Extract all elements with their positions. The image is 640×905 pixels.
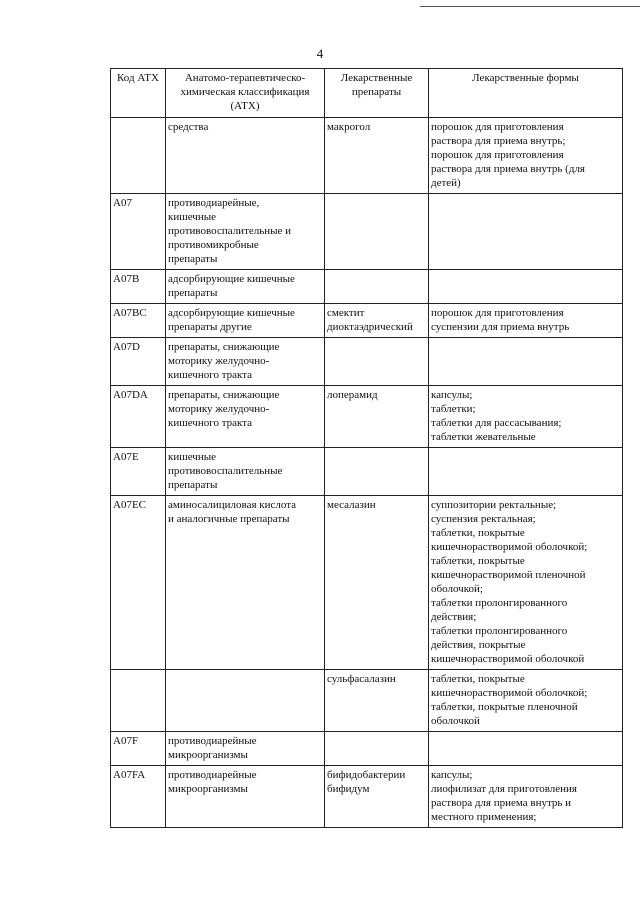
cell-forms xyxy=(429,194,623,270)
table-header-row xyxy=(111,69,623,118)
cell-code xyxy=(111,670,166,732)
cell-classification: противодиарейные микроорганизмы xyxy=(166,766,325,828)
cell-forms: порошок для приготовления раствора для приема внутрь; порошок для приготовления раствора для приема внутрь (для детей) xyxy=(429,118,623,194)
cell-forms: таблетки, покрытые кишечнорастворимой оболочкой; таблетки, покрытые пленочной оболочкой xyxy=(429,670,623,732)
cell-forms: суппозитории ректальные; суспензия ректальная; таблетки, покрытые кишечнорастворимой оболочкой; таблетки, покрытые кишечнорастворимой пленочной оболочкой; таблетки пролонгированного действия; таблетки пролонгированного действия, покрытые кишечнорастворимой оболочкой xyxy=(429,496,623,670)
cell-classification: средства xyxy=(166,118,325,194)
cell-code: A07F xyxy=(111,732,166,766)
cell-drug xyxy=(325,270,429,304)
cell-forms xyxy=(429,338,623,386)
header-dosage-forms: Лекарственные формы xyxy=(429,69,623,118)
header-drugs: Лекарственные препараты xyxy=(325,69,429,118)
cell-code: A07EC xyxy=(111,496,166,670)
cell-classification: препараты, снижающие моторику желудочно- кишечного тракта xyxy=(166,386,325,448)
cell-drug: лоперамид xyxy=(325,386,429,448)
cell-forms xyxy=(429,270,623,304)
cell-classification xyxy=(166,670,325,732)
cell-drug xyxy=(325,338,429,386)
header-atc-classification: Анатомо-терапевтическо- химическая классификация (АТХ) xyxy=(166,69,325,118)
cell-forms xyxy=(429,448,623,496)
cell-classification: противодиарейные микроорганизмы xyxy=(166,732,325,766)
header-rule xyxy=(420,6,640,7)
table-row xyxy=(111,732,623,766)
cell-drug: сульфасалазин xyxy=(325,670,429,732)
atc-table xyxy=(110,68,623,828)
cell-drug xyxy=(325,194,429,270)
cell-code: A07B xyxy=(111,270,166,304)
table-row xyxy=(111,496,623,670)
header-atc-code: Код АТХ xyxy=(111,69,166,118)
cell-code xyxy=(111,118,166,194)
cell-forms: порошок для приготовления суспензии для приема внутрь xyxy=(429,304,623,338)
cell-forms: капсулы; таблетки; таблетки для рассасывания; таблетки жевательные xyxy=(429,386,623,448)
cell-classification: аминосалициловая кислота и аналогичные препараты xyxy=(166,496,325,670)
cell-code: A07DA xyxy=(111,386,166,448)
table-row xyxy=(111,194,623,270)
page-number: 4 xyxy=(316,46,324,61)
table-row xyxy=(111,766,623,828)
table-row xyxy=(111,270,623,304)
cell-drug xyxy=(325,732,429,766)
cell-drug xyxy=(325,448,429,496)
table-row xyxy=(111,118,623,194)
cell-code: A07FA xyxy=(111,766,166,828)
cell-classification: препараты, снижающие моторику желудочно- кишечного тракта xyxy=(166,338,325,386)
table-row xyxy=(111,338,623,386)
table-row xyxy=(111,304,623,338)
cell-classification: адсорбирующие кишечные препараты xyxy=(166,270,325,304)
cell-code: A07D xyxy=(111,338,166,386)
table-row xyxy=(111,386,623,448)
cell-forms: капсулы; лиофилизат для приготовления раствора для приема внутрь и местного применения; xyxy=(429,766,623,828)
cell-code: A07E xyxy=(111,448,166,496)
cell-classification: адсорбирующие кишечные препараты другие xyxy=(166,304,325,338)
cell-drug: бифидобактерии бифидум xyxy=(325,766,429,828)
cell-drug: месалазин xyxy=(325,496,429,670)
cell-drug: макрогол xyxy=(325,118,429,194)
cell-drug: смектит диоктаэдрический xyxy=(325,304,429,338)
table-row xyxy=(111,448,623,496)
cell-code: A07 xyxy=(111,194,166,270)
table-row xyxy=(111,670,623,732)
cell-forms xyxy=(429,732,623,766)
cell-code: A07BC xyxy=(111,304,166,338)
cell-classification: противодиарейные, кишечные противовоспалительные и противомикробные препараты xyxy=(166,194,325,270)
cell-classification: кишечные противовоспалительные препараты xyxy=(166,448,325,496)
